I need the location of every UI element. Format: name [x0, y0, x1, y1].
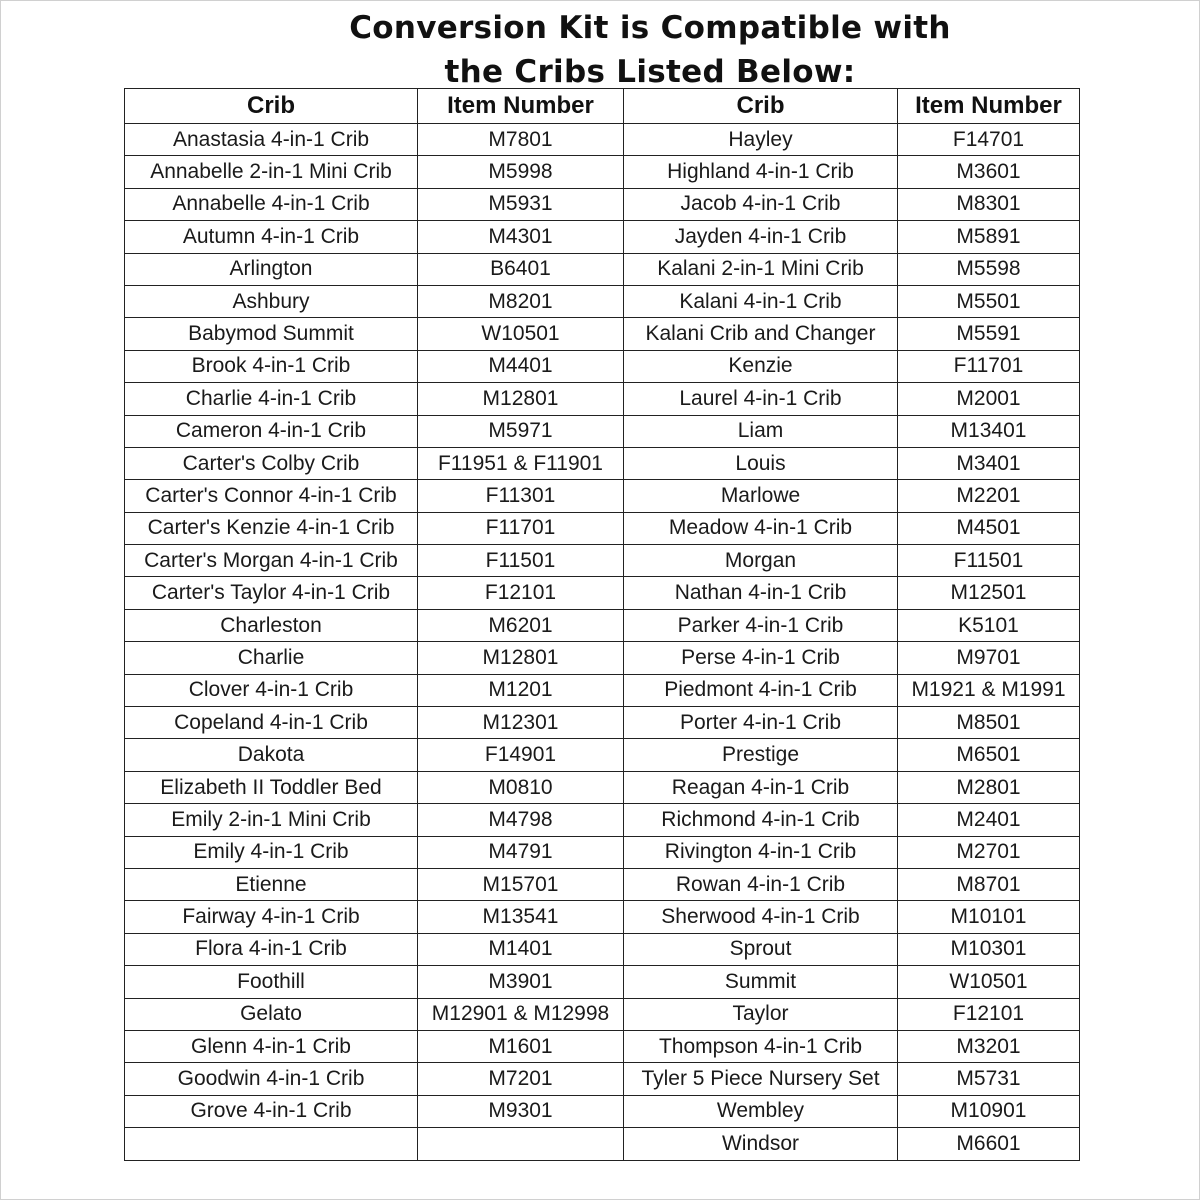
crib-name-right: Hayley [624, 124, 898, 156]
item-number-left: F11951 & F11901 [418, 447, 624, 479]
item-number-right: F12101 [898, 998, 1080, 1030]
table-row [125, 383, 1080, 415]
table-row [125, 998, 1080, 1030]
item-number-left [418, 1128, 624, 1160]
crib-name-right: Meadow 4-in-1 Crib [624, 512, 898, 544]
item-number-left: M5971 [418, 415, 624, 447]
item-number-left: M12801 [418, 642, 624, 674]
table-row [125, 156, 1080, 188]
item-number-right: M10101 [898, 901, 1080, 933]
crib-name-right: Perse 4-in-1 Crib [624, 642, 898, 674]
table-row [125, 1030, 1080, 1062]
item-number-left: M7801 [418, 124, 624, 156]
crib-name-right: Richmond 4-in-1 Crib [624, 804, 898, 836]
table-row [125, 707, 1080, 739]
item-number-left: M12301 [418, 707, 624, 739]
crib-name-left: Flora 4-in-1 Crib [125, 933, 418, 965]
item-number-left: M15701 [418, 868, 624, 900]
item-number-left: M5931 [418, 188, 624, 220]
item-number-left: F11301 [418, 480, 624, 512]
item-number-left: M1601 [418, 1030, 624, 1062]
item-number-right: M5598 [898, 253, 1080, 285]
table-row [125, 350, 1080, 382]
table-row [125, 901, 1080, 933]
item-number-right: M2001 [898, 383, 1080, 415]
item-number-right: F14701 [898, 124, 1080, 156]
crib-name-right: Jacob 4-in-1 Crib [624, 188, 898, 220]
item-number-right: M8501 [898, 707, 1080, 739]
item-number-left: M1201 [418, 674, 624, 706]
crib-name-left: Foothill [125, 966, 418, 998]
item-number-right: M6601 [898, 1128, 1080, 1160]
crib-name-right: Porter 4-in-1 Crib [624, 707, 898, 739]
item-number-right: M3401 [898, 447, 1080, 479]
crib-name-left: Anastasia 4-in-1 Crib [125, 124, 418, 156]
item-number-left: M8201 [418, 285, 624, 317]
crib-name-right: Prestige [624, 739, 898, 771]
table-row [125, 739, 1080, 771]
item-number-left: M4301 [418, 221, 624, 253]
item-number-left: M6201 [418, 609, 624, 641]
item-number-left: M12801 [418, 383, 624, 415]
crib-compatibility-table [124, 88, 1080, 1161]
item-number-right: F11501 [898, 545, 1080, 577]
item-number-left: M12901 & M12998 [418, 998, 624, 1030]
crib-name-right: Thompson 4-in-1 Crib [624, 1030, 898, 1062]
crib-name-left: Clover 4-in-1 Crib [125, 674, 418, 706]
crib-name-right: Kalani 2-in-1 Mini Crib [624, 253, 898, 285]
item-number-right: M5891 [898, 221, 1080, 253]
crib-name-right: Morgan [624, 545, 898, 577]
crib-name-right: Rivington 4-in-1 Crib [624, 836, 898, 868]
crib-name-left: Babymod Summit [125, 318, 418, 350]
crib-name-left: Glenn 4-in-1 Crib [125, 1030, 418, 1062]
item-number-right: M2201 [898, 480, 1080, 512]
item-number-right: M10301 [898, 933, 1080, 965]
crib-name-left: Grove 4-in-1 Crib [125, 1095, 418, 1127]
table-row [125, 966, 1080, 998]
item-number-right: M2801 [898, 771, 1080, 803]
item-number-left: M4401 [418, 350, 624, 382]
item-number-left: M5998 [418, 156, 624, 188]
table-row [125, 188, 1080, 220]
crib-name-left: Carter's Kenzie 4-in-1 Crib [125, 512, 418, 544]
crib-name-right: Wembley [624, 1095, 898, 1127]
table-row [125, 318, 1080, 350]
item-number-right: F11701 [898, 350, 1080, 382]
table-row [125, 415, 1080, 447]
item-number-left: B6401 [418, 253, 624, 285]
table-row [125, 836, 1080, 868]
crib-name-right: Sherwood 4-in-1 Crib [624, 901, 898, 933]
crib-name-left: Arlington [125, 253, 418, 285]
table-row [125, 124, 1080, 156]
table-row [125, 253, 1080, 285]
page-title [300, 6, 1000, 94]
crib-name-left: Brook 4-in-1 Crib [125, 350, 418, 382]
crib-name-left: Charlie [125, 642, 418, 674]
item-number-right: M5501 [898, 285, 1080, 317]
item-number-right: M5591 [898, 318, 1080, 350]
item-number-left: F12101 [418, 577, 624, 609]
table-row [125, 804, 1080, 836]
table-row [125, 221, 1080, 253]
item-number-left: M0810 [418, 771, 624, 803]
crib-name-right: Kalani Crib and Changer [624, 318, 898, 350]
table-row [125, 545, 1080, 577]
table-row [125, 933, 1080, 965]
header-row [125, 89, 1080, 124]
crib-name-left: Gelato [125, 998, 418, 1030]
item-number-right: M8701 [898, 868, 1080, 900]
crib-name-left: Elizabeth II Toddler Bed [125, 771, 418, 803]
crib-name-left: Autumn 4-in-1 Crib [125, 221, 418, 253]
item-number-left: M4791 [418, 836, 624, 868]
crib-name-right: Kenzie [624, 350, 898, 382]
item-number-left: W10501 [418, 318, 624, 350]
crib-name-right: Kalani 4-in-1 Crib [624, 285, 898, 317]
header-crib-left: Crib [125, 89, 418, 124]
item-number-left: M7201 [418, 1063, 624, 1095]
table-header [125, 89, 1080, 124]
table-row [125, 674, 1080, 706]
header-crib-right: Crib [624, 89, 898, 124]
item-number-right: M6501 [898, 739, 1080, 771]
header-item-number-left: Item Number [418, 89, 624, 124]
crib-name-right: Summit [624, 966, 898, 998]
item-number-right: M3201 [898, 1030, 1080, 1062]
table-row [125, 447, 1080, 479]
title-line-1: Conversion Kit is Compatible with [349, 10, 951, 46]
crib-name-left: Annabelle 4-in-1 Crib [125, 188, 418, 220]
crib-name-right: Taylor [624, 998, 898, 1030]
item-number-right: M12501 [898, 577, 1080, 609]
table-row [125, 1095, 1080, 1127]
item-number-left: M4798 [418, 804, 624, 836]
crib-name-right: Reagan 4-in-1 Crib [624, 771, 898, 803]
crib-name-left [125, 1128, 418, 1160]
item-number-left: F14901 [418, 739, 624, 771]
item-number-left: F11701 [418, 512, 624, 544]
crib-name-right: Highland 4-in-1 Crib [624, 156, 898, 188]
crib-name-right: Liam [624, 415, 898, 447]
crib-name-right: Louis [624, 447, 898, 479]
crib-name-left: Etienne [125, 868, 418, 900]
crib-name-right: Nathan 4-in-1 Crib [624, 577, 898, 609]
table-row [125, 868, 1080, 900]
crib-name-right: Jayden 4-in-1 Crib [624, 221, 898, 253]
item-number-left: M3901 [418, 966, 624, 998]
crib-name-right: Piedmont 4-in-1 Crib [624, 674, 898, 706]
item-number-right: K5101 [898, 609, 1080, 641]
crib-name-left: Emily 2-in-1 Mini Crib [125, 804, 418, 836]
crib-name-right: Tyler 5 Piece Nursery Set [624, 1063, 898, 1095]
crib-name-right: Rowan 4-in-1 Crib [624, 868, 898, 900]
crib-name-left: Dakota [125, 739, 418, 771]
crib-name-right: Marlowe [624, 480, 898, 512]
item-number-right: M5731 [898, 1063, 1080, 1095]
table-row [125, 577, 1080, 609]
crib-name-right: Parker 4-in-1 Crib [624, 609, 898, 641]
table-row [125, 285, 1080, 317]
crib-name-left: Copeland 4-in-1 Crib [125, 707, 418, 739]
item-number-left: F11501 [418, 545, 624, 577]
crib-name-right: Laurel 4-in-1 Crib [624, 383, 898, 415]
table-body [125, 124, 1080, 1161]
item-number-right: M2701 [898, 836, 1080, 868]
item-number-right: M13401 [898, 415, 1080, 447]
title-line-2: the Cribs Listed Below: [444, 54, 856, 90]
item-number-right: M3601 [898, 156, 1080, 188]
table-row [125, 609, 1080, 641]
table-row [125, 512, 1080, 544]
header-item-number-right: Item Number [898, 89, 1080, 124]
crib-name-left: Charlie 4-in-1 Crib [125, 383, 418, 415]
item-number-left: M9301 [418, 1095, 624, 1127]
crib-name-left: Carter's Taylor 4-in-1 Crib [125, 577, 418, 609]
table-row [125, 1128, 1080, 1160]
crib-name-left: Charleston [125, 609, 418, 641]
crib-name-left: Fairway 4-in-1 Crib [125, 901, 418, 933]
item-number-right: M8301 [898, 188, 1080, 220]
crib-name-right: Windsor [624, 1128, 898, 1160]
table-row [125, 642, 1080, 674]
item-number-right: M1921 & M1991 [898, 674, 1080, 706]
crib-name-left: Carter's Connor 4-in-1 Crib [125, 480, 418, 512]
table-row [125, 1063, 1080, 1095]
item-number-left: M1401 [418, 933, 624, 965]
item-number-right: M10901 [898, 1095, 1080, 1127]
table-row [125, 771, 1080, 803]
crib-name-left: Annabelle 2-in-1 Mini Crib [125, 156, 418, 188]
item-number-right: W10501 [898, 966, 1080, 998]
crib-name-left: Carter's Morgan 4-in-1 Crib [125, 545, 418, 577]
item-number-right: M2401 [898, 804, 1080, 836]
table-row [125, 480, 1080, 512]
crib-name-left: Cameron 4-in-1 Crib [125, 415, 418, 447]
item-number-right: M4501 [898, 512, 1080, 544]
crib-name-left: Ashbury [125, 285, 418, 317]
crib-name-right: Sprout [624, 933, 898, 965]
crib-name-left: Emily 4-in-1 Crib [125, 836, 418, 868]
crib-name-left: Carter's Colby Crib [125, 447, 418, 479]
crib-name-left: Goodwin 4-in-1 Crib [125, 1063, 418, 1095]
item-number-left: M13541 [418, 901, 624, 933]
item-number-right: M9701 [898, 642, 1080, 674]
